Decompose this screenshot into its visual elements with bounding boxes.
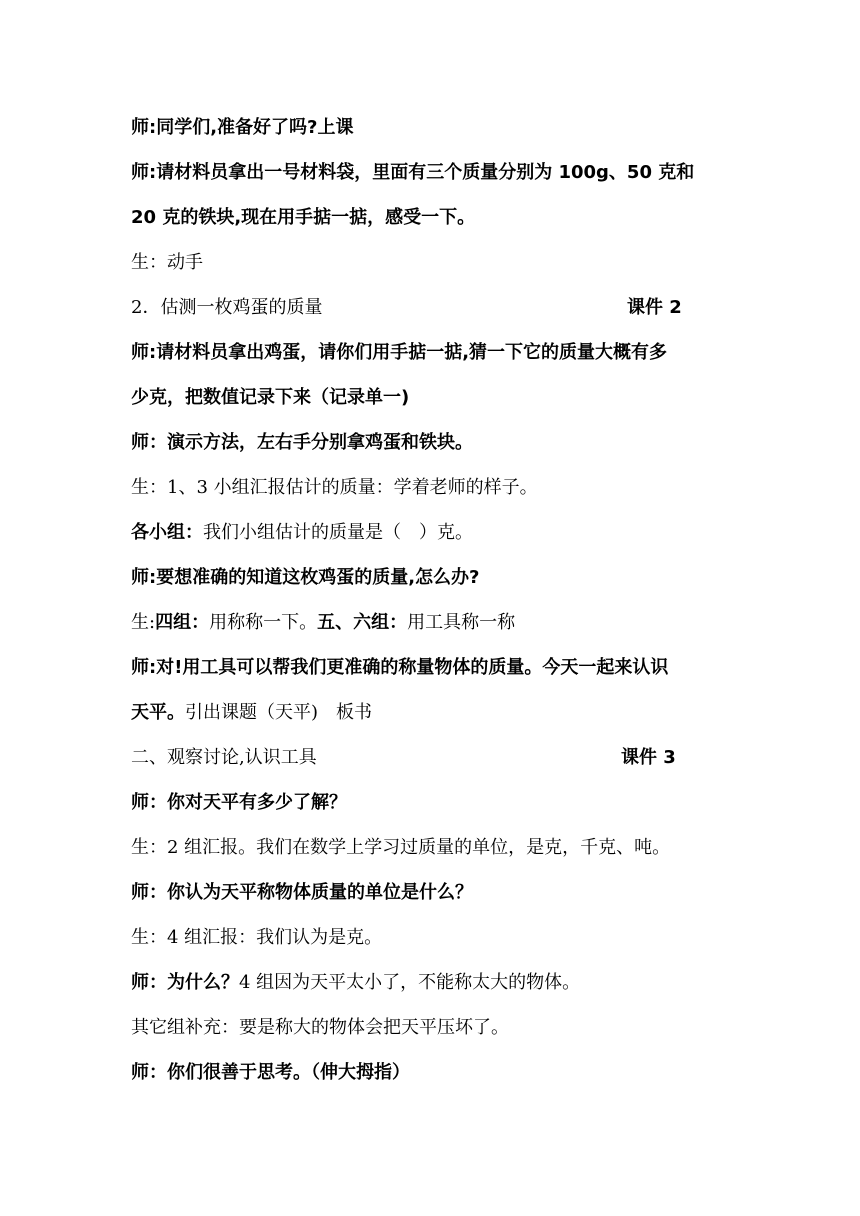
courseware-tag-2: 课件 2 (627, 297, 682, 318)
teacher-line-egg-cont (131, 380, 741, 416)
line-text: 引出课题（天平) 板书 (185, 702, 373, 723)
groups-line-estimate (131, 515, 741, 551)
teacher-line-material-bag (131, 155, 741, 191)
section-title: 二、观察讨论,认识工具 (131, 747, 317, 768)
courseware-tag-3: 课件 3 (621, 747, 676, 768)
group-label-five-six: 五、六组： (317, 612, 408, 633)
teacher-line-demo (131, 425, 741, 461)
line-text: 我们小组估计的质量是（ ）克。 (203, 522, 473, 543)
line-text: 师:请材料员拿出鸡蛋，请你们用手掂一掂,猜一下它的质量大概有多 (131, 342, 668, 363)
group-label-four: 四组： (155, 612, 210, 633)
student-line-hands-on (131, 245, 741, 281)
line-text: 少克，把数值记录下来（记录单一) (131, 387, 410, 408)
student-line-group-2 (131, 830, 741, 866)
section-title: 2．估测一枚鸡蛋的质量 (131, 297, 323, 318)
teacher-line-material-bag-cont (131, 200, 741, 236)
line-text: 师：你们很善于思考。（伸大拇指） (131, 1062, 410, 1083)
teacher-line-start-class (131, 110, 741, 146)
teacher-line-how (131, 560, 741, 596)
teacher-line-balance-intro (131, 650, 741, 686)
line-text: 其它组补充：要是称大的物体会把天平压坏了。 (131, 1017, 509, 1038)
line-text: 4 组因为天平太小了，不能称太大的物体。 (239, 972, 581, 993)
line-text: 师：你认为天平称物体质量的单位是什么？ (131, 882, 473, 903)
line-text: 师：为什么？ (131, 972, 239, 993)
speaker-label: 各小组： (131, 522, 203, 543)
student-line-tools (131, 605, 741, 641)
line-text: 师:对!用工具可以帮我们更准确的称量物体的质量。今天一起来认识 (131, 657, 669, 678)
line-text: 天平。 (131, 702, 185, 723)
teacher-line-know-balance (131, 785, 741, 821)
line-text: 生：动手 (131, 252, 203, 273)
line-text: 师：演示方法，左右手分别拿鸡蛋和铁块。 (131, 432, 473, 453)
line-text: 用工具称一称 (407, 612, 516, 633)
line-text: 师：你对天平有多少了解？ (131, 792, 347, 813)
line-text: 20 克的铁块,现在用手掂一掂，感受一下。 (131, 207, 476, 228)
teacher-line-praise (131, 1055, 741, 1091)
speaker-label: 生: (131, 612, 156, 633)
line-text: 师:要想准确的知道这枚鸡蛋的质量,怎么办? (131, 567, 480, 588)
line-text: 师:请材料员拿出一号材料袋，里面有三个质量分别为 100g、50 克和 (131, 162, 695, 183)
student-line-report-1-3 (131, 470, 741, 506)
teacher-line-why (131, 965, 741, 1001)
teacher-line-balance-intro-cont (131, 695, 741, 731)
line-text: 师:同学们,准备好了吗?上课 (131, 117, 354, 138)
line-text: 用称称一下。 (209, 612, 318, 633)
teacher-line-egg (131, 335, 741, 371)
line-text: 生：1、3 小组汇报估计的质量：学着老师的样子。 (131, 477, 538, 498)
line-text: 生：2 组汇报。我们在数学上学习过质量的单位，是克，千克、吨。 (131, 837, 671, 858)
student-line-group-4 (131, 920, 741, 956)
other-groups-line (131, 1010, 741, 1046)
teacher-line-unit (131, 875, 741, 911)
line-text: 生：4 组汇报：我们认为是克。 (131, 927, 383, 948)
